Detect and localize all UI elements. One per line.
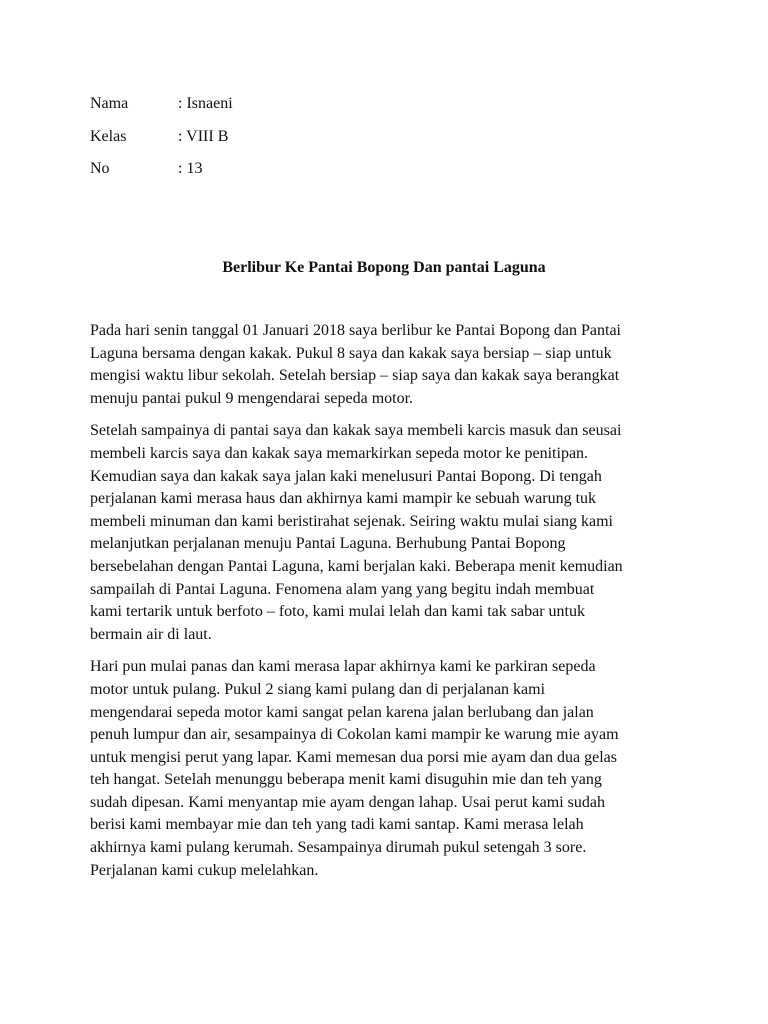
text-line: sampailah di Pantai Laguna. Fenomena alam yang yang begitu indah membuat — [90, 580, 595, 598]
text-line: mengendarai sepeda motor kami sangat pelan karena jalan berlubang dan jalan — [90, 703, 594, 721]
text-line: Pada hari senin tanggal 01 Januari 2018 saya berlibur ke Pantai Bopong dan Pantai — [90, 322, 621, 339]
info-value: : VIII B — [178, 127, 229, 145]
text-line: menuju pantai pukul 9 mengendarai sepeda motor. — [90, 389, 414, 407]
text-line: Perjalanan kami cukup melelahkan. — [90, 861, 319, 879]
text-line: akhirnya kami pulang kerumah. Sesampainya dirumah pukul setengah 3 sore. — [90, 839, 587, 857]
info-label: Kelas — [90, 127, 127, 145]
info-label: No — [90, 160, 110, 177]
text-line: Hari pun mulai panas dan kami merasa lapar akhirnya kami ke parkiran sepeda — [90, 658, 596, 676]
paragraph-1 — [90, 320, 690, 410]
text-line: bersebelahan dengan Pantai Laguna, kami berjalan kaki. Beberapa menit kemudian — [90, 557, 623, 575]
text-line: Setelah sampainya di pantai saya dan kakak saya membeli karcis masuk dan seusai — [90, 422, 622, 440]
paragraph-2 — [90, 420, 690, 646]
essay-title: Berlibur Ke Pantai Bopong Dan pantai Laguna — [222, 259, 546, 276]
text-line: membeli minuman dan kami beristirahat sejenak. Seiring waktu mulai siang kami — [90, 512, 613, 530]
info-row-name — [90, 93, 490, 126]
text-line: Laguna bersama dengan kakak. Pukul 8 saya dan kakak saya bersiap – siap untuk — [90, 344, 612, 362]
info-row-number — [90, 158, 490, 191]
text-line: perjalanan kami merasa haus dan akhirnya kami mampir ke sebuah warung tuk — [90, 490, 597, 508]
text-line: Kemudian saya dan kakak saya jalan kaki menelusuri Pantai Bopong. Di tengah — [90, 467, 602, 485]
info-value: : Isnaeni — [178, 95, 233, 112]
text-line: mengisi waktu libur sekolah. Setelah bersiap – siap saya dan kakak saya berangkat — [90, 367, 620, 385]
info-label: Nama — [90, 95, 129, 112]
text-line: bermain air di laut. — [90, 625, 212, 643]
paragraph-3 — [90, 656, 690, 882]
text-line: teh hangat. Setelah menunggu beberapa menit kami disuguhin mie dan teh yang — [90, 771, 602, 789]
text-line: penuh lumpur dan air, sesampainya di Cokolan kami mampir ke warung mie ayam — [90, 726, 619, 744]
info-row-class — [90, 126, 490, 159]
text-line: membeli karcis saya dan kakak saya memarkirkan sepeda motor ke penitipan. — [90, 444, 589, 462]
essay-body — [90, 320, 690, 892]
student-info — [90, 93, 490, 191]
text-line: melanjutkan perjalanan menuju Pantai Laguna. Berhubung Pantai Bopong — [90, 535, 566, 553]
text-line: sudah dipesan. Kami menyantap mie ayam dengan lahap. Usai perut kami sudah — [90, 793, 605, 811]
text-line: untuk mengisi perut yang lapar. Kami memesan dua porsi mie ayam dan dua gelas — [90, 748, 617, 766]
info-value: : 13 — [178, 160, 203, 177]
text-line: kami tertarik untuk berfoto – foto, kami mulai lelah dan kami tak sabar untuk — [90, 603, 585, 621]
text-line: motor untuk pulang. Pukul 2 siang kami pulang dan di perjalanan kami — [90, 680, 546, 698]
text-line: berisi kami membayar mie dan teh yang tadi kami santap. Kami merasa lelah — [90, 816, 584, 834]
